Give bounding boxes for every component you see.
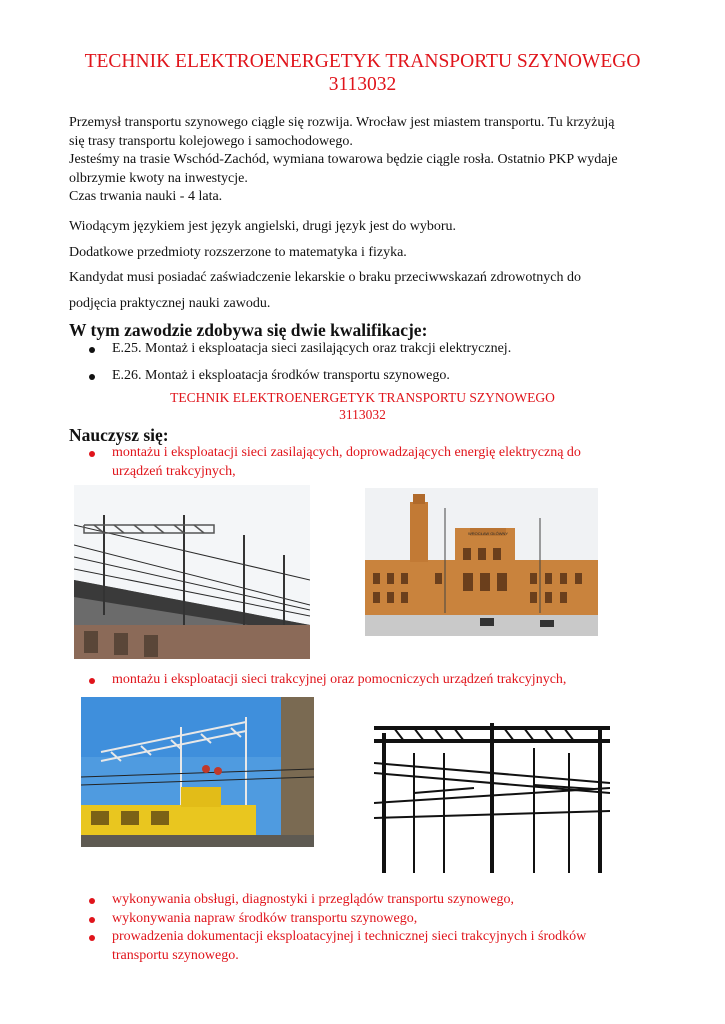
learn-item-documentation-line2: transportu szynowego.	[112, 948, 239, 963]
learn-heading: Nauczysz się:	[69, 425, 169, 445]
learn-list-2	[88, 671, 566, 690]
page-title-line1: TECHNIK ELEKTROENERGETYK TRANSPORTU SZYNOWEGO	[84, 51, 641, 72]
catenary-viaduct-image	[74, 485, 310, 659]
intro-block-1	[69, 114, 669, 207]
qualifications-list-2	[88, 367, 450, 386]
qualifications-heading: W tym zawodzie zdobywa się dwie kwalifikacje:	[69, 320, 428, 340]
list-item	[88, 340, 511, 359]
list-item	[88, 928, 586, 947]
intro-medical-line2: podjęcia praktycznej nauki zawodu.	[69, 296, 271, 311]
bullet-icon	[89, 917, 95, 923]
intro-p1-line2: się trasy transportu kolejowego i samochodowego.	[69, 133, 353, 149]
qualification-e26: E.26. Montaż i eksploatacja środków transportu szynowego.	[112, 368, 450, 383]
station-building-photo	[365, 488, 598, 636]
intro-duration: Czas trwania nauki - 4 lata.	[69, 189, 223, 204]
station-sign-text: WROCŁAW GŁÓWNY	[467, 531, 509, 536]
list-item	[88, 910, 586, 929]
intro-languages: Wiodącym językiem jest język angielski, drugi język jest do wyboru.	[69, 219, 457, 234]
bullet-icon	[89, 935, 95, 941]
intro-subjects: Dodatkowe przedmioty rozszerzone to matematyka i fizyka.	[69, 245, 407, 260]
learn-item-service: wykonywania obsługi, diagnostyki i przeglądów transportu szynowego,	[112, 892, 515, 907]
bullet-icon	[89, 347, 95, 353]
learn-item-repairs: wykonywania napraw środków transportu szynowego,	[112, 910, 418, 926]
page-title-code: 3113032	[328, 74, 397, 95]
catenary-silhouette-photo	[374, 693, 610, 873]
qualification-e25: E.25. Montaż i eksploatacja sieci zasilających oraz trakcji elektrycznej.	[112, 341, 512, 356]
list-item	[88, 671, 566, 690]
subtitle-line1: TECHNIK ELEKTROENERGETYK TRANSPORTU SZYNOWEGO	[170, 390, 555, 405]
bullet-icon	[89, 451, 95, 457]
bullet-icon	[89, 374, 95, 380]
bullet-icon	[89, 678, 95, 684]
intro-p1-line1: Przemysł transportu szynowego ciągle się rozwija. Wrocław jest miastem transportu. Tu krzyżują	[69, 115, 615, 130]
maintenance-vehicle-photo	[81, 697, 314, 847]
list-item	[88, 891, 586, 910]
maintenance-vehicle-image	[81, 697, 314, 847]
bullet-icon	[89, 898, 95, 904]
catenary-silhouette-image	[374, 693, 610, 873]
qualifications-list	[88, 340, 511, 359]
station-building-image	[365, 488, 598, 636]
intro-p2-line2: olbrzymie kwoty na inwestycje.	[69, 170, 248, 186]
intro-medical-line1: Kandydat musi posiadać zaświadczenie lekarskie o braku przeciwwskazań zdrowotnych do	[69, 270, 581, 285]
page-title	[0, 50, 725, 96]
learn-list-1	[88, 444, 581, 463]
subtitle-code: 3113032	[339, 407, 386, 422]
list-item	[88, 444, 581, 463]
learn-item1-line2: urządzeń trakcyjnych,	[112, 464, 236, 479]
intro-p2-line1: Jesteśmy na trasie Wschód-Zachód, wymiana towarowa będzie ciągle rosła. Ostatnio PKP wydaje	[69, 152, 618, 167]
catenary-viaduct-photo	[74, 485, 310, 659]
learn-list-3	[88, 891, 586, 947]
learn-item-documentation-line1: prowadzenia dokumentacji eksploatacyjnej i technicznej sieci trakcyjnych i środków	[112, 929, 587, 944]
list-item	[88, 367, 450, 386]
learn-item1-line1: montażu i eksploatacji sieci zasilających, doprowadzających energię elektryczną do	[112, 445, 581, 460]
learn-item2: montażu i eksploatacji sieci trakcyjnej oraz pomocniczych urządzeń trakcyjnych,	[112, 672, 567, 687]
subtitle	[0, 389, 725, 423]
